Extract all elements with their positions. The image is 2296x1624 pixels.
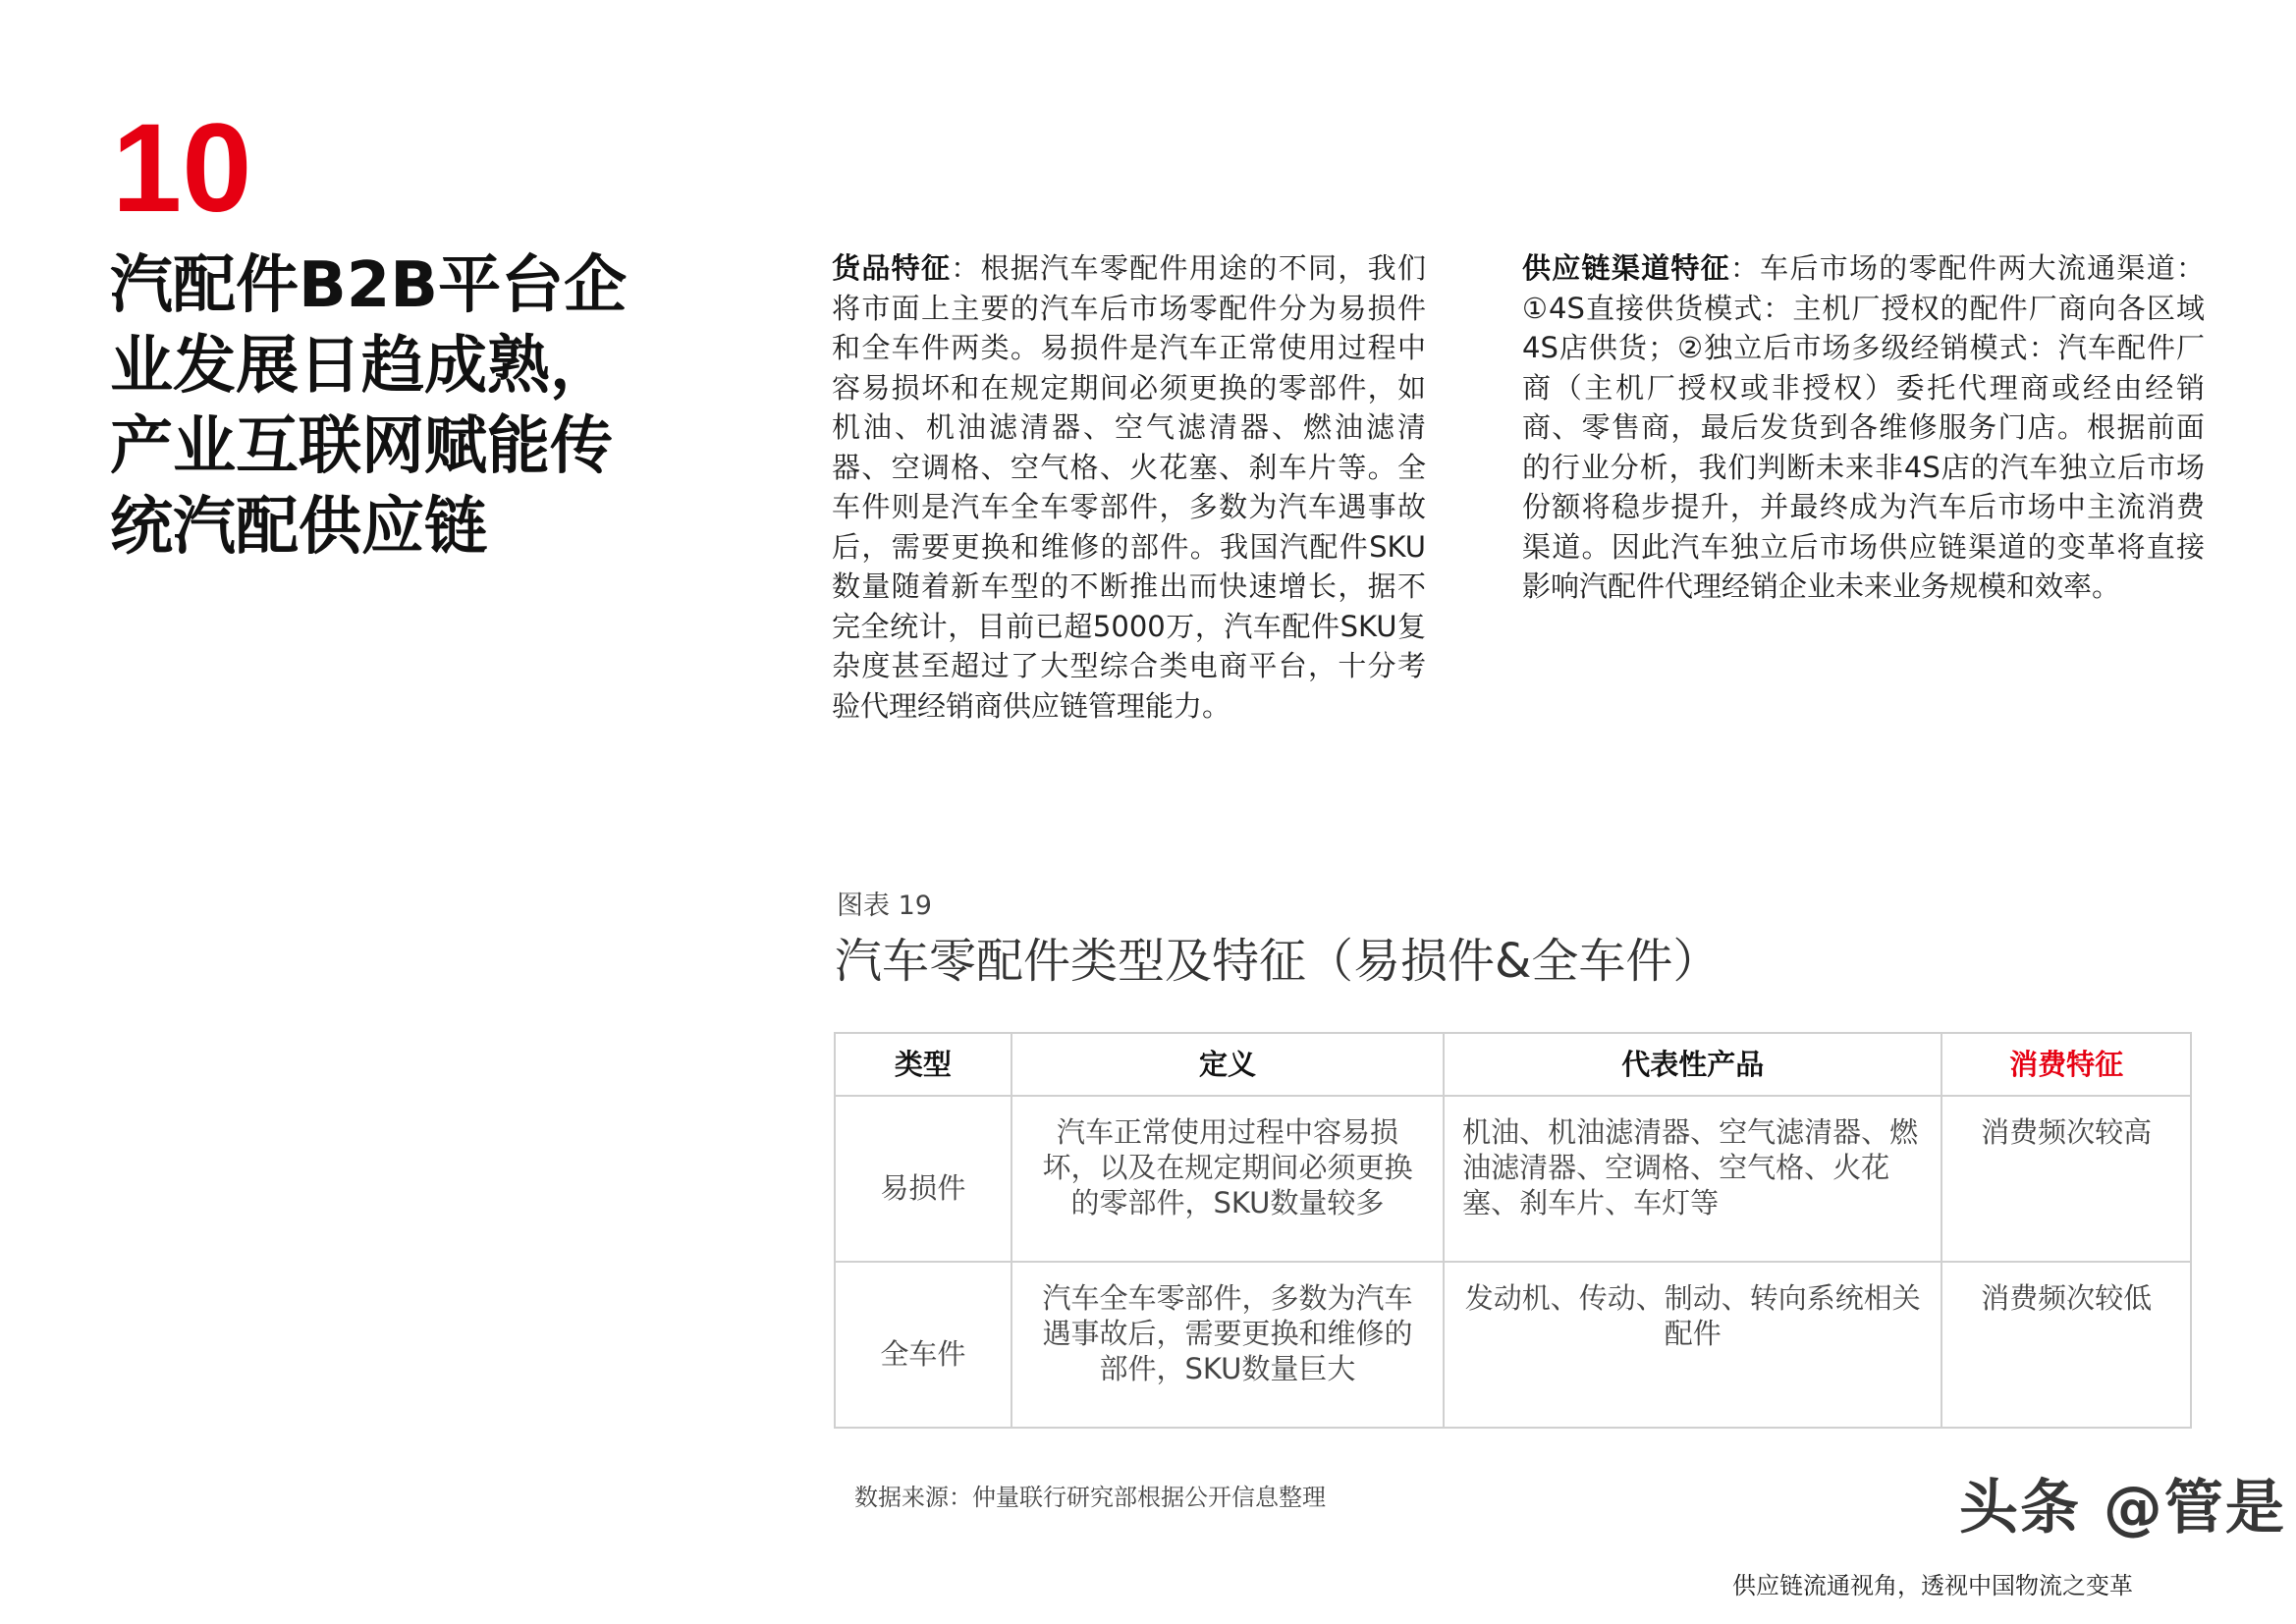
table-row [835, 1262, 2191, 1428]
table-row [835, 1096, 2191, 1262]
paragraph-text: ：车后市场的零配件两大流通渠道：①4S直接供货模式：主机厂授权的配件厂商向各区域4S店供货；②独立后市场多级经销模式：汽车配件厂商（主机厂授权或非授权）委托代理商或经由经销商、零售商，最后发货到各维修服务门店。根据前面的行业分析，我们判断未来非4S店的汽车独立后市场份额将稳步提升，并最终成为汽车后市场中主流消费渠道。因此汽车独立后市场供应链渠道的变革将直接影响汽配件代理经销企业未来业务规模和效率。 [1522, 251, 2205, 603]
paragraph-heading: 货品特征 [832, 251, 952, 285]
header-type: 类型 [835, 1033, 1011, 1096]
paragraph-heading: 供应链渠道特征 [1522, 251, 1730, 285]
cell-definition: 汽车正常使用过程中容易损坏，以及在规定期间必须更换的零部件，SKU数量较多 [1011, 1096, 1444, 1262]
paragraph-text: ：根据汽车零配件用途的不同，我们将市面上主要的汽车后市场零配件分为易损件和全车件两类。易损件是汽车正常使用过程中容易损坏和在规定期间必须更换的零部件，如机油、机油滤清器、空气滤清器、燃油滤清器、空调格、空气格、火花塞、刹车片等。全车件则是汽车全车零部件，多数为汽车遇事故后，需要更换和维修的部件。我国汽配件SKU数量随着新车型的不断推出而快速增长，据不完全统计，目前已超5000万，汽车配件SKU复杂度甚至超过了大型综合类电商平台，十分考验代理经销商供应链管理能力。 [832, 251, 1426, 723]
cell-products: 发动机、传动、制动、转向系统相关配件 [1444, 1262, 1941, 1428]
header-products: 代表性产品 [1444, 1033, 1941, 1096]
cell-consumption: 消费频次较低 [1941, 1262, 2191, 1428]
header-consumption: 消费特征 [1941, 1033, 2191, 1096]
goods-characteristics-paragraph [832, 248, 1426, 726]
figure-title: 汽车零配件类型及特征（易损件&全车件） [835, 934, 1721, 989]
table-header-row [835, 1033, 2191, 1096]
cell-type: 易损件 [835, 1096, 1011, 1262]
watermark: 头条 @管是 [1959, 1474, 2286, 1543]
header-definition: 定义 [1011, 1033, 1444, 1096]
page-footer: 供应链流通视角，透视中国物流之变革 [1732, 1572, 2133, 1599]
section-number: 10 [112, 98, 252, 239]
section-title: 汽配件B2B平台企业发展日趋成熟，产业互联网赋能传统汽配供应链 [110, 249, 628, 564]
cell-definition: 汽车全车零部件，多数为汽车遇事故后，需要更换和维修的部件，SKU数量巨大 [1011, 1262, 1444, 1428]
figure-label: 图表 19 [837, 891, 932, 921]
cell-consumption: 消费频次较高 [1941, 1096, 2191, 1262]
data-source: 数据来源：仲量联行研究部根据公开信息整理 [854, 1484, 1326, 1511]
parts-type-table [834, 1032, 2192, 1429]
supply-chain-paragraph [1522, 248, 2205, 607]
cell-type: 全车件 [835, 1262, 1011, 1428]
cell-products: 机油、机油滤清器、空气滤清器、燃油滤清器、空调格、空气格、火花塞、刹车片、车灯等 [1444, 1096, 1941, 1262]
